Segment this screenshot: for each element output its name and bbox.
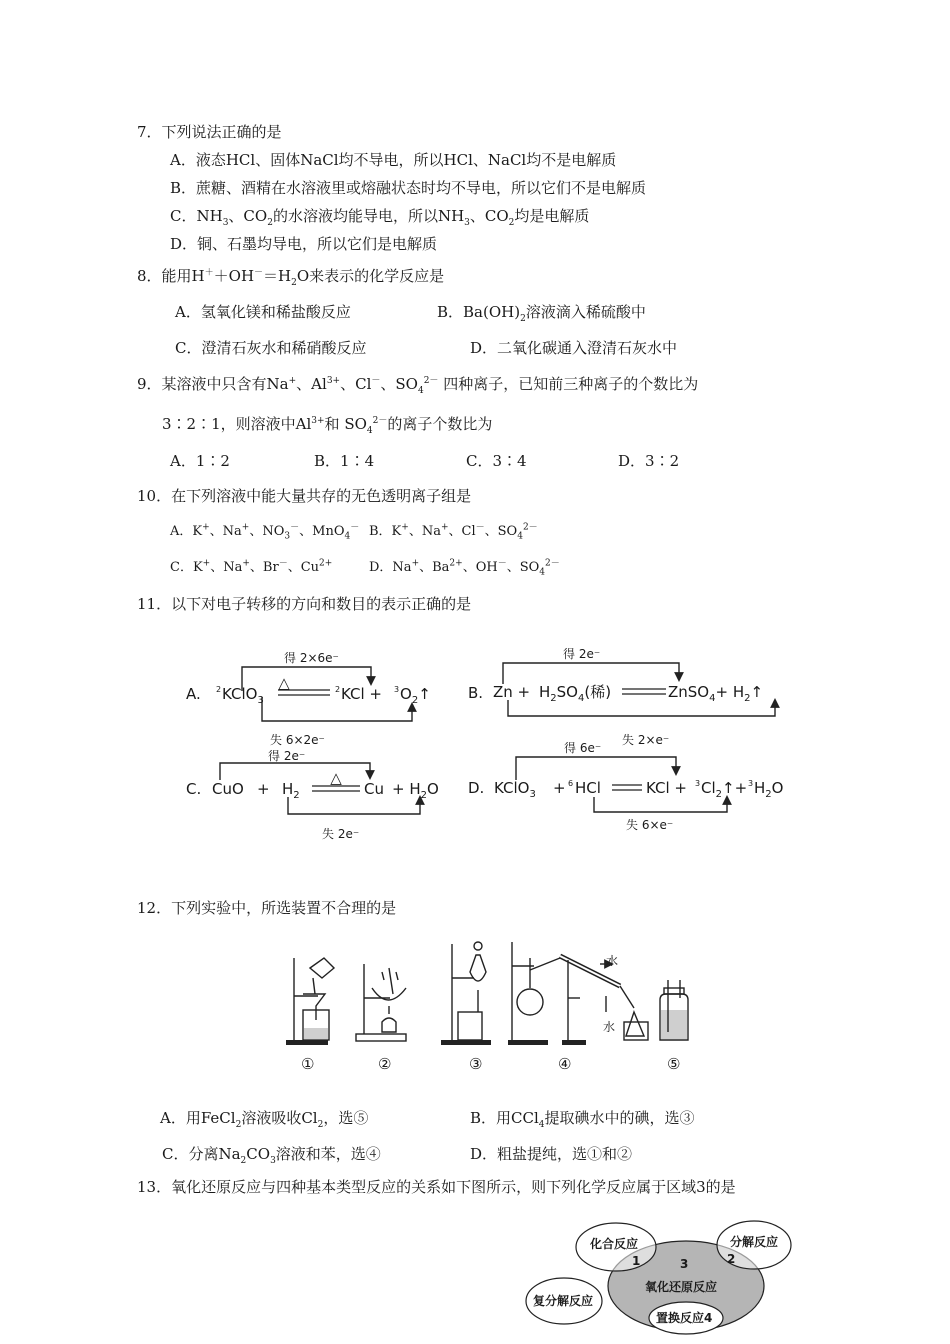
q11-b-lose-arrow [508,700,775,716]
region-2: 2 [727,1252,736,1266]
q11-a-f1-sub: 3 [257,695,264,706]
q11-d-lose-arrow [594,797,727,812]
q11-stem: 11．以下对电子转移的方向和数目的表示正确的是 [137,595,472,613]
apparatus-label-2: ② [378,1055,392,1073]
q11-d-t2: + [553,779,566,797]
redox-label: 氧化还原反应 [645,1280,718,1294]
svg-text:O2↑ [400,685,431,706]
svg-text:ZnSO4+ H2↑ [668,683,763,704]
apparatus-4-water-in: 水 [606,954,619,968]
q8-option-b: B．$Ba(OH)_2$溶液滴入稀硫酸中 [437,303,646,324]
q11-a-lose-arrow [262,697,412,721]
q11-c-lose-arrow [288,797,420,814]
q11-c-t1: CuO [212,780,244,798]
q11-d-t7: H [754,779,766,797]
q11-b-t2: H [539,683,551,701]
q11-a-coef1: 2 [216,685,222,694]
q11-b-t1: Zn + [493,683,531,701]
svg-text:KClO3 [222,685,264,706]
q11-d-t8: O [771,779,784,797]
q11-a-arrow: ↑ [418,685,431,703]
q11-b-t3: SO [556,683,578,701]
q9-stem-line2: 3∶2∶1，则溶液中$Al^{3+}$和 $SO_4^{2-}$的离子个数比为 [162,415,493,436]
q11-b-t5: ZnSO [668,683,710,701]
q11-c-gain-arrow [220,763,370,780]
apparatus-4 [508,942,648,1045]
q10-stem: 10．在下列溶液中能大量共存的无色透明离子组是 [137,487,472,505]
q9-option-c: C．3∶4 [466,452,527,470]
q11-b-t5-sub: 4 [709,693,716,704]
q11-d-gain-label: 得 6e⁻ [564,741,602,755]
q11-option-b [468,647,775,747]
replacement-label: 置换反应4 [656,1311,713,1325]
q8-option-c: C．澄清石灰水和稀硝酸反应 [175,339,367,357]
q11-a-lose-label: 失 6×2e⁻ [270,733,325,747]
apparatus-label-5: ⑤ [667,1055,681,1073]
apparatus-2 [356,964,406,1041]
q12-option-a: A．用FeCl$_2$溶液吸收$Cl_2$，选⑤ [160,1109,369,1130]
q11-c-t5-sub: 2 [420,790,427,801]
q11-b-t6-sub: 2 [744,693,751,704]
apparatus-3 [441,942,491,1045]
q11-a-label: A. [186,685,201,703]
q11-d-gain-arrow [516,757,676,780]
decomposition-label: 分解反应 [730,1235,779,1249]
q11-c-t6: O [427,780,439,798]
svg-text:H2SO4(稀) [539,683,611,704]
q11-b-gain-label: 得 2e⁻ [563,647,601,661]
q10-option-d: D．Na+、$Ba^{2+}$、OH－、$SO_4^{2-}$ [369,558,560,578]
q11-a-f1: KClO [222,685,258,703]
q11-a-f3-sub: 2 [411,695,419,706]
q11-d-t6: ↑+ [722,779,748,797]
q11-c-t3-sub: 2 [293,790,300,801]
q8-stem: 8．能用$H^++OH^-=H_2O$来表示的化学反应是 [137,267,445,288]
q11-d-t5-sub: 2 [715,789,723,800]
q7-stem: 7．下列说法正确的是 [137,123,282,141]
q9-option-d: D．3∶2 [618,452,680,470]
apparatus-4-water-out: 水 [603,1020,616,1034]
apparatus-1 [286,958,334,1045]
q11-b-t3-sub: 4 [577,693,585,704]
q11-b-lose-label: 失 2×e⁻ [622,733,670,747]
q12-option-c: C．分离$Na_2CO_3$溶液和苯，选④ [162,1145,381,1166]
double-decomposition-label: 复分解反应 [533,1294,594,1308]
q7-option-a: A．液态HCl、固体NaCl均不导电，所以HCl、NaCl均不是电解质 [170,151,617,169]
q11-d-lose-label: 失 6×e⁻ [626,818,674,832]
q10-option-b: B．K+、Na+、Cl－、$SO_4^{2-}$ [369,522,538,542]
q11-b-arrow: ↑ [750,683,764,701]
q11-c-t5: + H [392,780,421,798]
q11-a-f3: O [400,685,412,703]
q11-d-t7-sub: 2 [765,789,772,800]
q11-c-t2: + [257,780,270,798]
q11-c-condition: △ [330,769,342,787]
q11-c-label: C. [186,780,202,798]
q11-a-coef3: 3 [394,685,400,694]
q11-d-coef7: 3 [748,779,754,788]
q9-option-b: B．1∶4 [314,452,375,470]
q11-a-coef2: 2 [335,685,341,694]
q11-b-gain-arrow [503,663,679,684]
svg-text:KClO3 [494,779,536,800]
q11-d-t1: KClO [494,779,530,797]
q11-c-t4: Cu [364,780,384,798]
q12-apparatus-figure [286,942,688,1073]
q7-option-d: D．铜、石墨均导电，所以它们是电解质 [170,235,438,253]
q13-venn-diagram [526,1221,791,1334]
q11-a-condition: △ [278,674,290,692]
q12-option-b: B．用CCl$_4$提取碘水中的碘，选③ [470,1109,695,1130]
q13-stem: 13．氧化还原反应与四种基本类型反应的关系如下图所示，则下列化学反应属于区域3的是 [137,1178,736,1196]
q11-d-coef5: 3 [695,779,701,788]
svg-text:H2 [282,780,300,801]
q8-option-d: D．二氧化碳通入澄清石灰水中 [470,339,678,357]
q8-option-a: A．氢氧化镁和稀盐酸反应 [175,303,351,321]
q10-option-a: A．K+、Na+、$NO_3^-$、MnO$_4$－ [170,522,360,542]
region-1: 1 [632,1254,641,1268]
q11-b-t4: (稀) [584,683,612,701]
svg-text:Cl2↑+ [701,779,747,800]
q11-b-label: B. [468,684,484,702]
q7-option-b: B．蔗糖、酒精在水溶液里或熔融状态时均不导电，所以它们不是电解质 [170,179,647,197]
apparatus-label-3: ③ [469,1055,483,1073]
q11-d-t1-sub: 3 [529,789,536,800]
apparatus-label-4: ④ [558,1055,572,1073]
q11-d-t4: KCl + [646,779,687,797]
q9-stem-line1: 9．某溶液中只含有Na+、$Al^{3+}$、Cl－、$SO_4^{2-}$ 四种离子，已知前三种离子的个数比为 [137,375,699,396]
q11-option-d [468,741,783,832]
q11-b-t2-sub: 2 [550,693,557,704]
q11-c-gain-label: 得 2e⁻ [268,749,306,763]
region-3: 3 [680,1257,689,1271]
q11-a-f2: KCl + [341,685,382,703]
q12-stem: 12．下列实验中，所选装置不合理的是 [137,899,397,917]
q7-option-c: C．$NH_3$、$CO_2$的水溶液均能导电，所以$NH_3$、$CO_2$均是电解质 [170,207,590,228]
apparatus-label-1: ① [301,1055,315,1073]
q12-option-d: D．粗盐提纯，选①和② [470,1145,633,1163]
combination-label: 化合反应 [590,1237,639,1251]
q11-d-t5: Cl [701,779,716,797]
q11-d-coef2: 6 [568,779,574,788]
svg-text:H2O [754,779,783,800]
q11-c-lose-label: 失 2e⁻ [322,827,360,841]
svg-text:+ H2O [392,780,439,801]
q11-option-c [186,749,439,841]
q10-option-c: C．K+、Na+、Br－、$Cu^{2+}$ [170,558,333,575]
q11-option-a [186,651,431,747]
q9-option-a: A．1∶2 [170,452,230,470]
q11-b-t6: + H [715,683,745,701]
apparatus-5 [660,980,688,1040]
q11-c-t3: H [282,780,294,798]
q11-a-gain-label: 得 2×6e⁻ [284,651,339,665]
q11-d-t3: HCl [575,779,601,797]
q11-d-label: D. [468,779,485,797]
